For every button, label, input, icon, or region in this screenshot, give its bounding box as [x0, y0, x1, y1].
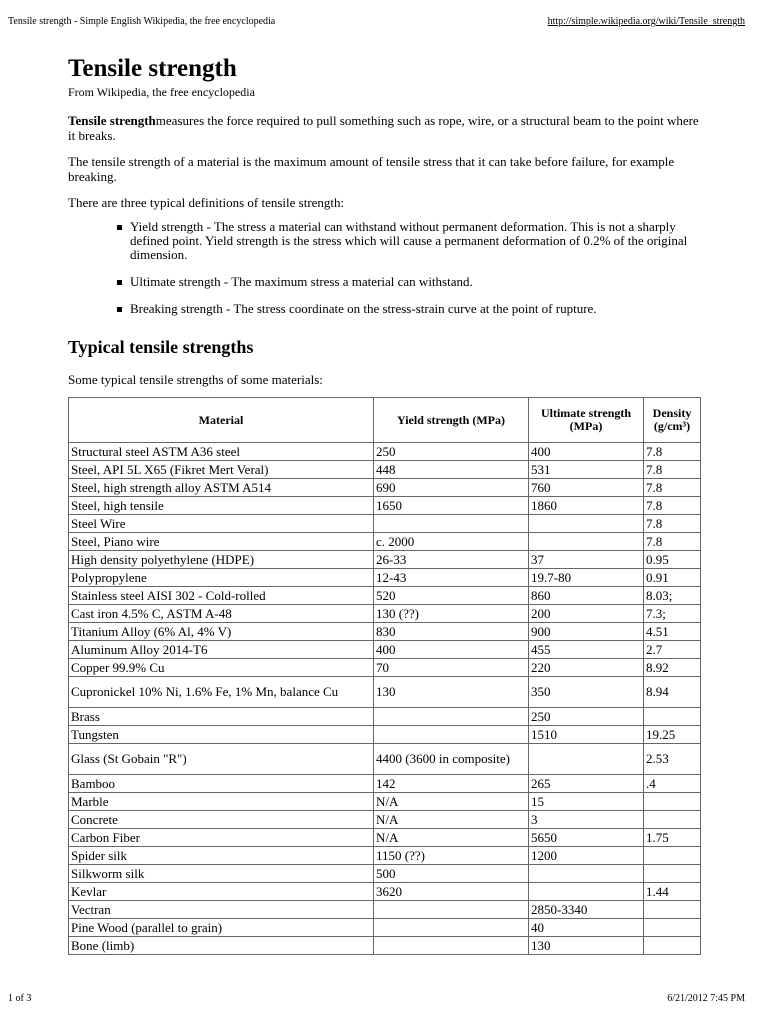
list-item — [116, 275, 704, 289]
density-cell: 8.03; — [644, 587, 701, 605]
ultimate-strength-cell: 400 — [529, 443, 644, 461]
density-cell: 8.92 — [644, 659, 701, 677]
square-bullet-icon — [117, 307, 122, 312]
intro-term: Tensile strength — [68, 113, 156, 128]
table-row — [69, 641, 701, 659]
ultimate-strength-cell: 200 — [529, 605, 644, 623]
yield-strength-cell: N/A — [374, 811, 529, 829]
material-cell: Aluminum Alloy 2014-T6 — [69, 641, 374, 659]
three-definitions-paragraph: There are three typical definitions of tensile strength: — [68, 195, 345, 210]
table-row — [69, 829, 701, 847]
ultimate-strength-cell: 760 — [529, 479, 644, 497]
density-cell: 7.8 — [644, 497, 701, 515]
table-row — [69, 775, 701, 793]
list-item-text: Yield strength - The stress a material can withstand without permanent deformation. This is not a sharply defined point. Yield strength is the stress which will cause a permanent deformation of 0.2% of the original dimension. — [130, 219, 688, 262]
density-cell: 8.94 — [644, 677, 701, 708]
ultimate-strength-cell — [529, 744, 644, 775]
page-number: 1 of 3 — [8, 993, 32, 1004]
ultimate-strength-cell: 1860 — [529, 497, 644, 515]
material-cell: Concrete — [69, 811, 374, 829]
ultimate-strength-cell: 40 — [529, 919, 644, 937]
table-row — [69, 443, 701, 461]
column-header-material: Material — [69, 398, 374, 443]
ultimate-strength-cell — [529, 865, 644, 883]
material-cell: Titanium Alloy (6% Al, 4% V) — [69, 623, 374, 641]
material-cell: Brass — [69, 708, 374, 726]
yield-strength-cell: 130 (??) — [374, 605, 529, 623]
page-subtitle: From Wikipedia, the free encyclopedia — [68, 85, 255, 99]
section-intro: Some typical tensile strengths of some materials: — [68, 372, 323, 387]
density-cell — [644, 811, 701, 829]
ultimate-strength-cell — [529, 533, 644, 551]
ultimate-strength-cell: 220 — [529, 659, 644, 677]
material-cell: Spider silk — [69, 847, 374, 865]
ultimate-strength-cell: 455 — [529, 641, 644, 659]
density-cell: .4 — [644, 775, 701, 793]
intro-paragraph — [68, 113, 704, 143]
table-row — [69, 497, 701, 515]
article-content — [68, 54, 704, 955]
material-cell: Vectran — [69, 901, 374, 919]
ultimate-strength-cell: 860 — [529, 587, 644, 605]
yield-strength-cell — [374, 515, 529, 533]
table-row — [69, 811, 701, 829]
material-cell: Cupronickel 10% Ni, 1.6% Fe, 1% Mn, balance Cu — [69, 677, 374, 708]
yield-strength-cell — [374, 901, 529, 919]
table-row — [69, 919, 701, 937]
yield-strength-cell: 448 — [374, 461, 529, 479]
intro-text: measures the force required to pull something such as rope, wire, or a structural beam to the point where it breaks. — [68, 113, 699, 143]
density-cell — [644, 919, 701, 937]
material-cell: Pine Wood (parallel to grain) — [69, 919, 374, 937]
column-header-ultimate: Ultimate strength (MPa) — [529, 398, 644, 443]
table-row — [69, 937, 701, 955]
material-cell: Steel Wire — [69, 515, 374, 533]
ultimate-strength-cell: 5650 — [529, 829, 644, 847]
table-row — [69, 623, 701, 641]
density-cell — [644, 847, 701, 865]
density-cell: 0.95 — [644, 551, 701, 569]
table-row — [69, 479, 701, 497]
material-cell: Structural steel ASTM A36 steel — [69, 443, 374, 461]
ultimate-strength-cell: 1510 — [529, 726, 644, 744]
material-cell: Carbon Fiber — [69, 829, 374, 847]
yield-strength-cell: 130 — [374, 677, 529, 708]
table-header-row — [69, 398, 701, 443]
ultimate-strength-cell: 37 — [529, 551, 644, 569]
page-title: Tensile strength — [68, 55, 237, 82]
table-row — [69, 659, 701, 677]
yield-strength-cell: 520 — [374, 587, 529, 605]
material-cell: Steel, high strength alloy ASTM A514 — [69, 479, 374, 497]
yield-strength-cell — [374, 708, 529, 726]
material-cell: Tungsten — [69, 726, 374, 744]
print-datetime: 6/21/2012 7:45 PM — [667, 993, 745, 1004]
material-cell: Bone (limb) — [69, 937, 374, 955]
tensile-strength-table — [68, 397, 701, 955]
table-row — [69, 515, 701, 533]
material-cell: Copper 99.9% Cu — [69, 659, 374, 677]
material-cell: Marble — [69, 793, 374, 811]
material-cell: Silkworm silk — [69, 865, 374, 883]
yield-strength-cell: 1150 (??) — [374, 847, 529, 865]
definitions-list — [68, 220, 704, 316]
table-row — [69, 708, 701, 726]
yield-strength-cell: 830 — [374, 623, 529, 641]
ultimate-strength-cell: 3 — [529, 811, 644, 829]
list-item — [116, 220, 704, 262]
material-cell: Polypropylene — [69, 569, 374, 587]
ultimate-strength-cell: 531 — [529, 461, 644, 479]
material-cell: Glass (St Gobain "R") — [69, 744, 374, 775]
yield-strength-cell: 1650 — [374, 497, 529, 515]
yield-strength-cell: 400 — [374, 641, 529, 659]
density-cell: 0.91 — [644, 569, 701, 587]
square-bullet-icon — [117, 225, 122, 230]
yield-strength-cell: N/A — [374, 829, 529, 847]
ultimate-strength-cell: 900 — [529, 623, 644, 641]
density-cell — [644, 793, 701, 811]
list-item — [116, 302, 704, 316]
ultimate-strength-cell: 15 — [529, 793, 644, 811]
table-row — [69, 533, 701, 551]
table-row — [69, 605, 701, 623]
table-row — [69, 865, 701, 883]
material-cell: Steel, high tensile — [69, 497, 374, 515]
table-row — [69, 901, 701, 919]
table-body — [69, 443, 701, 955]
yield-strength-cell: 12-43 — [374, 569, 529, 587]
yield-strength-cell: N/A — [374, 793, 529, 811]
table-row — [69, 847, 701, 865]
table-row — [69, 677, 701, 708]
density-cell — [644, 708, 701, 726]
table-row — [69, 793, 701, 811]
column-header-density: Density (g/cm³) — [644, 398, 701, 443]
density-cell: 7.8 — [644, 479, 701, 497]
definition-paragraph: The tensile strength of a material is the maximum amount of tensile stress that it can take before failure, for example breaking. — [68, 154, 675, 184]
yield-strength-cell — [374, 726, 529, 744]
yield-strength-cell: 142 — [374, 775, 529, 793]
material-cell: Cast iron 4.5% C, ASTM A-48 — [69, 605, 374, 623]
table-row — [69, 883, 701, 901]
list-item-text: Breaking strength - The stress coordinate on the stress-strain curve at the point of rupture. — [130, 301, 597, 316]
ultimate-strength-cell: 130 — [529, 937, 644, 955]
density-cell: 7.8 — [644, 533, 701, 551]
material-cell: High density polyethylene (HDPE) — [69, 551, 374, 569]
table-row — [69, 569, 701, 587]
yield-strength-cell: 500 — [374, 865, 529, 883]
density-cell: 1.75 — [644, 829, 701, 847]
column-header-yield: Yield strength (MPa) — [374, 398, 529, 443]
table-row — [69, 744, 701, 775]
ultimate-strength-cell — [529, 883, 644, 901]
ultimate-strength-cell: 19.7-80 — [529, 569, 644, 587]
ultimate-strength-cell: 1200 — [529, 847, 644, 865]
density-cell: 1.44 — [644, 883, 701, 901]
square-bullet-icon — [117, 280, 122, 285]
density-cell: 2.7 — [644, 641, 701, 659]
ultimate-strength-cell: 350 — [529, 677, 644, 708]
table-row — [69, 551, 701, 569]
section-heading: Typical tensile strengths — [68, 337, 254, 357]
material-cell: Stainless steel AISI 302 - Cold-rolled — [69, 587, 374, 605]
yield-strength-cell — [374, 919, 529, 937]
ultimate-strength-cell: 265 — [529, 775, 644, 793]
print-header-url[interactable]: http://simple.wikipedia.org/wiki/Tensile_strength — [547, 16, 745, 27]
yield-strength-cell: 4400 (3600 in composite) — [374, 744, 529, 775]
material-cell: Steel, Piano wire — [69, 533, 374, 551]
table-row — [69, 726, 701, 744]
density-cell — [644, 901, 701, 919]
ultimate-strength-cell — [529, 515, 644, 533]
yield-strength-cell: c. 2000 — [374, 533, 529, 551]
yield-strength-cell: 250 — [374, 443, 529, 461]
yield-strength-cell: 690 — [374, 479, 529, 497]
ultimate-strength-cell: 2850-3340 — [529, 901, 644, 919]
density-cell — [644, 937, 701, 955]
table-row — [69, 461, 701, 479]
yield-strength-cell — [374, 937, 529, 955]
list-item-text: Ultimate strength - The maximum stress a material can withstand. — [130, 274, 473, 289]
ultimate-strength-cell: 250 — [529, 708, 644, 726]
density-cell: 7.8 — [644, 515, 701, 533]
density-cell: 2.53 — [644, 744, 701, 775]
density-cell: 19.25 — [644, 726, 701, 744]
yield-strength-cell: 3620 — [374, 883, 529, 901]
density-cell: 7.8 — [644, 461, 701, 479]
density-cell: 7.8 — [644, 443, 701, 461]
density-cell: 4.51 — [644, 623, 701, 641]
table-row — [69, 587, 701, 605]
yield-strength-cell: 26-33 — [374, 551, 529, 569]
print-header-title: Tensile strength - Simple English Wikipedia, the free encyclopedia — [8, 16, 276, 27]
yield-strength-cell: 70 — [374, 659, 529, 677]
material-cell: Kevlar — [69, 883, 374, 901]
material-cell: Bamboo — [69, 775, 374, 793]
material-cell: Steel, API 5L X65 (Fikret Mert Veral) — [69, 461, 374, 479]
density-cell: 7.3; — [644, 605, 701, 623]
density-cell — [644, 865, 701, 883]
